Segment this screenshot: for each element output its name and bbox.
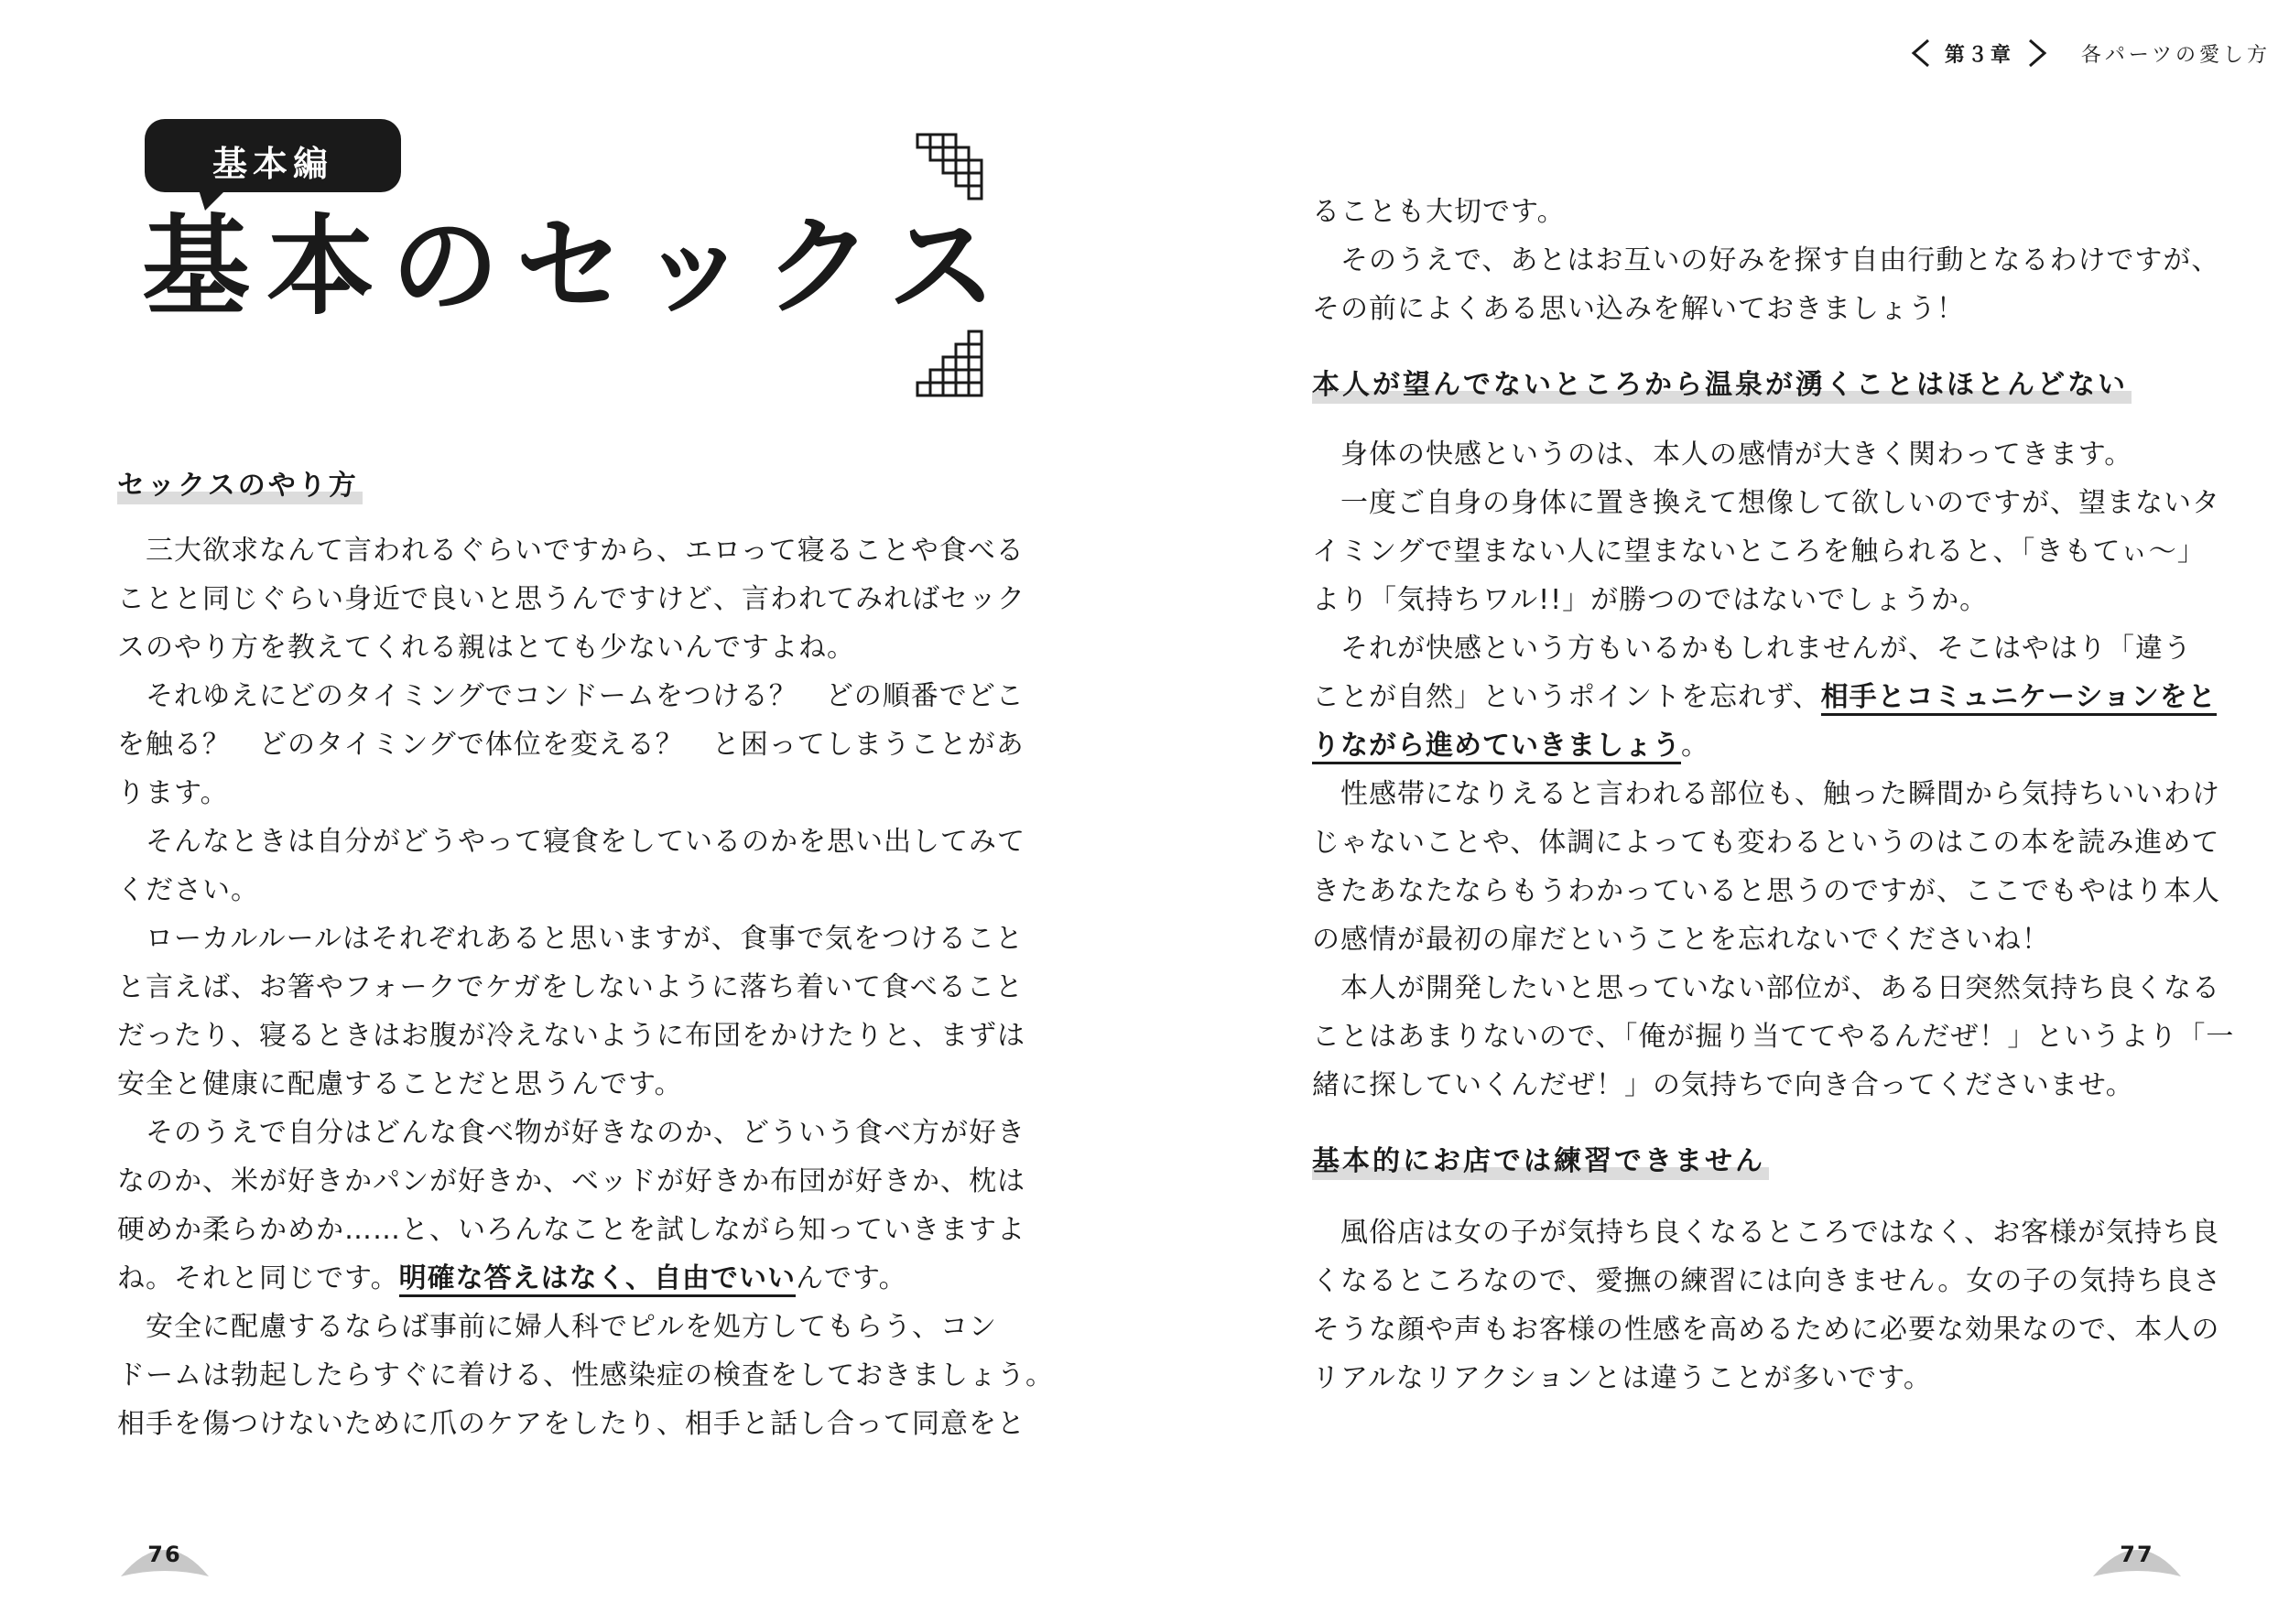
section-label-bubble [145, 119, 401, 192]
chevron-right-icon [2026, 37, 2050, 70]
text-line: ローカルルールはそれぞれあると思いますが、食事で気をつけること [117, 923, 1025, 955]
page-number-badge [117, 1529, 212, 1580]
text-line: より「気持ちワル!!」が勝つのではないでしょうか。 [1312, 584, 1989, 616]
text-line: ね。それと同じです。明確な答えはなく、自由でいいんです。 [117, 1254, 1054, 1303]
text-line: ことが自然」というポイントを忘れず、相手とコミュニケーションをと [1312, 673, 2234, 721]
right-section2-text [1312, 1208, 2221, 1402]
text-line: 相手を傷つけないために爪のケアをしたり、相手と話し合って同意をと [117, 1408, 1025, 1440]
text-line: そうな顔や声もお客様の性感を高めるために必要な効果なので、本人の [1312, 1314, 2220, 1346]
text-line: だったり、寝るときはお腹が冷えないように布団をかけたりと、まずは [117, 1020, 1025, 1052]
text-line: その前によくある思い込みを解いておきましょう！ [1312, 293, 1965, 325]
text-line: そんなときは自分がどうやって寝食をしているのかを思い出してみて [117, 826, 1025, 858]
right-intro-text [1312, 188, 2219, 333]
text-line: ことはあまりないので、「俺が掘り当ててやるんだぜ！」というより「一 [1312, 1021, 2235, 1053]
text-line: 安全と健康に配慮することだと思うんです。 [117, 1068, 683, 1100]
text-line: 緒に探していくんだぜ！」の気持ちで向き合ってくださいませ。 [1312, 1069, 2134, 1101]
text-line: 硬めか柔らかめか……と、いろんなことを試しながら知っていきますよ [117, 1214, 1025, 1246]
emphasis-text: りながら進めていきましょう [1312, 730, 1681, 764]
text-line: ります。 [117, 777, 229, 809]
section-label: 基本編 [212, 144, 333, 184]
text-line: スのやり方を教えてくれる親はとても少ないんですよね。 [117, 632, 855, 664]
text-line: ください。 [117, 874, 259, 906]
left-page [0, 0, 1144, 1624]
text-line: を触る？ どのタイミングで体位を変える？ と困ってしまうことがあ [117, 729, 1025, 761]
text-line: そのうえで、あとはお互いの好みを探す自由行動となるわけですが、 [1312, 244, 2220, 276]
text-line: りながら進めていきましょう。 [1312, 721, 2234, 770]
chapter-subtitle: 各パーツの愛し方 [2080, 43, 2271, 67]
text-line: の感情が最初の扉だということを忘れないでくださいね！ [1312, 924, 2050, 956]
emphasis-text: 相手とコミュニケーションをと [1821, 681, 2217, 716]
text-line: 性感帯になりえると言われる部位も、触った瞬間から気持ちいいわけ [1312, 778, 2220, 810]
text-line: 風俗店は女の子が気持ち良くなるところではなく、お客様が気持ち良 [1312, 1217, 2220, 1249]
right-section1-text [1312, 430, 2234, 1110]
chapter-label: 第３章 [1944, 43, 2013, 67]
text-line: 安全に配慮するならば事前に婦人科でピルを処方してもらう、コン [117, 1311, 997, 1343]
right-page [1144, 0, 2289, 1624]
text-line: 三大欲求なんて言われるぐらいですから、エロって寝ることや食べる [117, 535, 1025, 567]
text-line: くなるところなので、愛撫の練習には向きません。女の子の気持ち良さ [1312, 1265, 2222, 1297]
text-line: 身体の快感というのは、本人の感情が大きく関わってきます。 [1312, 438, 2133, 471]
section-heading: セックスのやり方 [117, 462, 363, 504]
text-line: リアルなリアクションとは違うことが多いです。 [1312, 1362, 1932, 1394]
running-header [1908, 37, 2271, 70]
page-title: 基本のセックス [142, 203, 1013, 330]
text-line: そのうえで自分はどんな食べ物が好きなのか、どういう食べ方が好き [117, 1117, 1025, 1149]
text-line: ることも大切です。 [1312, 196, 1566, 228]
emphasis-text: 明確な答えはなく、自由でいい [399, 1262, 796, 1297]
text-line: 一度ご自身の身体に置き換えて想像して欲しいのですが、望まないタ [1312, 487, 2220, 519]
text-line: それが快感という方もいるかもしれませんが、そこはやはり「違う [1312, 633, 2192, 665]
text-line: きたあなたならもうわかっていると思うのですが、ここでもやはり本人 [1312, 875, 2220, 907]
page-number: 76 [147, 1542, 182, 1567]
text-line: なのか、米が好きかパンが好きか、ベッドが好きか布団が好きか、枕は [117, 1165, 1025, 1197]
text-line: と言えば、お箸やフォークでケガをしないように落ち着いて食べること [117, 971, 1024, 1003]
grid-pattern-icon [916, 133, 989, 202]
page-number: 77 [2120, 1542, 2154, 1567]
text-line: ことと同じぐらい身近で良いと思うんですけど、言われてみればセック [117, 583, 1025, 615]
grid-pattern-icon [916, 330, 989, 399]
text-line: じゃないことや、体調によっても変わるというのはこの本を読み進めて [1312, 827, 2220, 859]
text-line: それゆえにどのタイミングでコンドームをつける？ どの順番でどこ [117, 680, 1025, 712]
text-line: 本人が開発したいと思っていない部位が、ある日突然気持ち良くなる [1312, 972, 2220, 1004]
section-heading: 本人が望んでないところから温泉が湧くことはほとんどない [1312, 362, 2132, 404]
text-line: イミングで望まない人に望まないところを触られると、「きもてぃ〜」 [1312, 536, 2206, 568]
text-line: ドームは勃起したらすぐに着ける、性感染症の検査をしておきましょう。 [117, 1359, 1054, 1391]
chevron-left-icon [1908, 37, 1932, 70]
left-body-text [117, 526, 1054, 1448]
page-number-badge [2089, 1529, 2185, 1580]
section-heading: 基本的にお店では練習できません [1312, 1138, 1769, 1180]
